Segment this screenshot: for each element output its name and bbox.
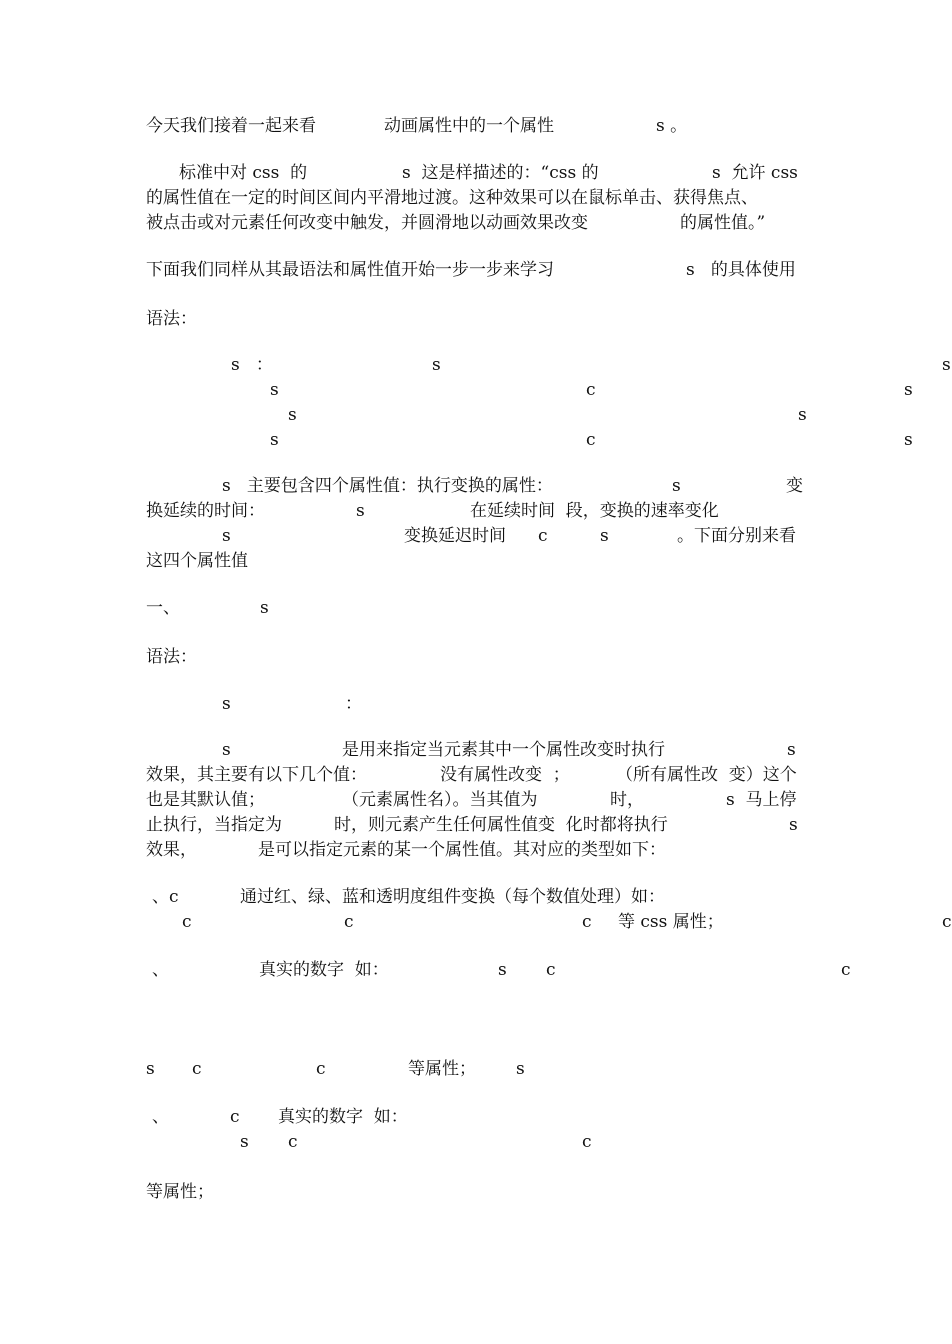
list-item: c [942, 912, 952, 932]
text-line: s [222, 740, 231, 760]
text-line: s 马上停 [726, 790, 797, 810]
text-line: 是可以指定元素的某一个属性值。其对应的类型如下： [258, 840, 666, 860]
code-fragment: s [798, 405, 807, 425]
list-item: c [582, 912, 592, 932]
code-fragment: c [586, 380, 596, 400]
list-item: 真实的数字 如： [278, 1107, 408, 1127]
text-line: 在延续时间 段，变换的速率变化 [470, 501, 719, 521]
text-line: 被点击或对元素任何改变中触发，并圆滑地以动画效果改变 [146, 213, 588, 233]
text-line: s [672, 476, 681, 496]
text-line: c [538, 526, 548, 546]
text-line: 的属性值在一定的时间区间内平滑地过渡。这种效果可以在鼠标单击、获得焦点、 [146, 188, 758, 208]
text-line: 也是其默认值； [146, 790, 265, 810]
code-fragment: s [904, 430, 913, 450]
code-fragment: s ： [231, 355, 273, 375]
text-line: s 的具体使用 [686, 260, 796, 280]
text-line: 换延续的时间： [146, 501, 265, 521]
text-line: 没有属性改变 ； [440, 765, 570, 785]
text-line: 今天我们接着一起来看 [146, 116, 316, 136]
list-item: c [582, 1132, 592, 1152]
text-line: 标准中对 css 的 [179, 163, 308, 183]
code-fragment: s [942, 355, 951, 375]
text-line: 时，则元素产生任何属性值变 化时都将执行 [334, 815, 668, 835]
list-item: 等 css 属性； [618, 912, 724, 932]
text-line: 。下面分别来看 [677, 526, 796, 546]
text-line: s 这是样描述的：“css 的 [402, 163, 599, 183]
text-line: 是用来指定当元素其中一个属性改变时执行 [342, 740, 665, 760]
list-item: s [146, 1059, 155, 1079]
text-line: 效果，其主要有以下几个值： [146, 765, 367, 785]
text-line: 这四个属性值 [146, 551, 248, 571]
section-heading: s [260, 598, 269, 618]
text-line: s [222, 526, 231, 546]
list-item: c [192, 1059, 202, 1079]
list-item: 真实的数字 如： [259, 960, 389, 980]
code-fragment: s [270, 430, 279, 450]
list-item: c [316, 1059, 326, 1079]
list-item: 、c [152, 887, 179, 907]
code-fragment: s [222, 694, 231, 714]
list-item: c [288, 1132, 298, 1152]
text-line: 的属性值。” [680, 213, 766, 233]
text-line: 变 [786, 476, 803, 496]
text-line: 变换延迟时间 [404, 526, 506, 546]
text-line: s [600, 526, 609, 546]
text-line: 语法： [146, 309, 197, 329]
text-line: s [789, 815, 798, 835]
text-line: 下面我们同样从其最语法和属性值开始一步一步来学习 [146, 260, 554, 280]
text-line: s 主要包含四个属性值：执行变换的属性： [222, 476, 553, 496]
text-line: s 允许 css [712, 163, 798, 183]
code-fragment: s [432, 355, 441, 375]
text-line: 止执行，当指定为 [146, 815, 282, 835]
text-line: 等属性； [146, 1182, 214, 1202]
code-fragment: s [904, 380, 913, 400]
list-item: 通过红、绿、蓝和透明度组件变换（每个数值处理）如： [240, 887, 665, 907]
list-item: 等属性； [408, 1059, 476, 1079]
list-item: s [516, 1059, 525, 1079]
text-line: 效果， [146, 840, 197, 860]
list-item: c [344, 912, 354, 932]
list-item: c [230, 1107, 240, 1127]
section-heading: 一、 [146, 598, 180, 618]
list-item: c [182, 912, 192, 932]
text-line: 动画属性中的一个属性 [384, 116, 554, 136]
list-item: c [841, 960, 851, 980]
text-line: 时， [610, 790, 644, 810]
code-fragment: s [288, 405, 297, 425]
list-item: 、 [152, 960, 169, 980]
text-line: （元素属性名）。当其值为 [342, 790, 538, 810]
text-line: s [356, 501, 365, 521]
list-item: 、 [152, 1107, 169, 1127]
code-fragment: ： [345, 694, 362, 714]
text-line: 语法： [146, 647, 197, 667]
list-item: s [498, 960, 507, 980]
text-line: （所有属性改 变）这个 [616, 765, 797, 785]
text-line: s 。 [656, 116, 688, 136]
text-line: s [787, 740, 796, 760]
code-fragment: c [586, 430, 596, 450]
code-fragment: s [270, 380, 279, 400]
list-item: c [546, 960, 556, 980]
list-item: s [240, 1132, 249, 1152]
